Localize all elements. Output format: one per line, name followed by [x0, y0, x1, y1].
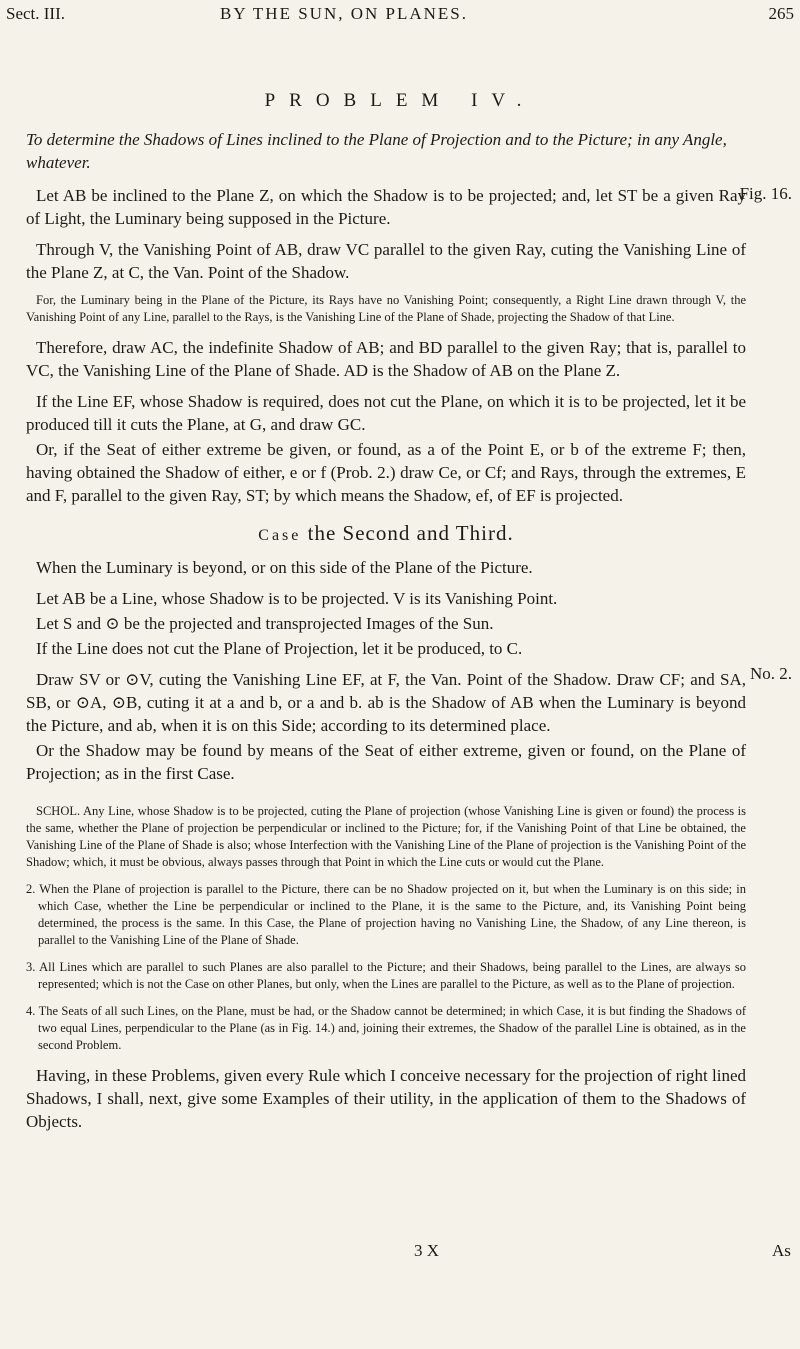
case-heading-rest: the Second and Third. [307, 521, 514, 545]
paragraph: Having, in these Problems, given every Rule which I conceive necessary for the projection of right lined Shadows, I shall, next, give some Examples of their utility, in the application of them to the Shadows of Objects. [26, 1066, 747, 1131]
paragraph: Draw SV or ⊙V, cuting the Vanishing Line EF, at F, the Van. Point of the Shadow. Draw CF; and SA, SB, or ⊙A, ⊙B, cuting it at a and b, or a and b. ab is the Shadow of AB when the Luminary is beyond the Picture, and ab, when it is on this Side; according to its determined place. [26, 670, 746, 735]
case-heading [26, 521, 746, 546]
page-body [26, 184, 746, 1141]
paragraph: If the Line EF, whose Shadow is required, does not cut the Plane, on which it is to be projected, let it be produced till it cuts the Plane, at G, and draw GC. [26, 392, 746, 434]
margin-note-fig: Fig. 16. [739, 184, 792, 203]
scholium-paragraph: 4. The Seats of all such Lines, on the Plane, must be had, or the Shadow cannot be determined; in which Case, it is but finding the Shadows of two equal Lines, perpendicular to the Plane (as in Fig. 14.) and, joining their extremes, the Shadow of the parallel Line is obtained, as in the second Problem. [26, 1004, 746, 1052]
paragraph: Let S and ⊙ be the projected and transprojected Images of the Sun. [36, 614, 494, 633]
proposition-text: To determine the Shadows of Lines inclined to the Plane of Projection and to the Picture; in any Angle, whatever. [26, 130, 727, 172]
paragraph: Or, if the Seat of either extreme be given, or found, as a of the Point E, or b of the extreme F; then, having obtained the Shadow of either, e or f (Prob. 2.) draw Ce, or Cf; and Rays, through the extremes, E and F, parallel to the given Ray, ST; by which means the Shadow, ef, of EF is projected. [26, 440, 746, 505]
paragraph: Let AB be inclined to the Plane Z, on which the Shadow is to be projected; and, let ST be a given Ray of Light, the Luminary being supposed in the Picture. [26, 186, 746, 228]
case-heading-smallcaps: Case [258, 527, 302, 544]
page-number: 265 [768, 4, 794, 23]
running-header [0, 4, 800, 28]
paragraph: Or the Shadow may be found by means of the Seat of either extreme, given or found, on the Plane of Projection; as in the first Case. [26, 741, 746, 783]
scholium-paragraph: SCHOL. Any Line, whose Shadow is to be projected, cuting the Plane of projection (whose Vanishing Line is given or found) the process is the same, whether the Plane of projection be perpendicular or inclined to the Picture; for, if the Vanishing Point of that Line be obtained, the Vanishing Line of the Plane of Shade is also; whose Interfection with the Vanishing Line of the Plane of projection is the Vanishing Point of the Shadow; which, it must be obvious, always passes through that Point in which the Line cuts or would cut the Plane. [26, 804, 746, 869]
section-label: Sect. III. [6, 4, 66, 23]
paragraph: When the Luminary is beyond, or on this side of the Plane of the Picture. [36, 558, 533, 577]
running-title: BY THE SUN, ON PLANES. [220, 4, 469, 23]
scholium-paragraph: 2. When the Plane of projection is parallel to the Picture, there can be no Shadow projected on it, but when the Luminary is on this side; in which Case, whether the Line be perpendicular or inclined to the Plane, it is the same to the Picture, and, its Vanishing Point being determined, the process is the same. In this Case, the Plane of projection having no Vanishing Line, the Shadow, of any Line thereon, is parallel to the Vanishing Line of the Plane of Shade. [26, 882, 746, 947]
signature-mark: 3 X [414, 1241, 440, 1260]
scholium-paragraph: 3. All Lines which are parallel to such Planes are also parallel to the Picture; and their Shadows, being parallel to the Lines, are always so represented; which is not the Case on other Planes, but only, when the Lines are parallel to the Picture, as well as to the Plane of projection. [26, 960, 746, 991]
catchword: As [772, 1241, 791, 1260]
paragraph: Let AB be a Line, whose Shadow is to be projected. V is its Vanishing Point. [36, 589, 558, 608]
margin-note-no: No. 2. [749, 664, 792, 683]
paragraph: Through V, the Vanishing Point of AB, draw VC parallel to the given Ray, cuting the Vanishing Line of the Plane Z, at C, the Van. Point of the Shadow. [26, 240, 746, 282]
paragraph: If the Line does not cut the Plane of Projection, let it be produced, to C. [36, 639, 523, 658]
problem-title: PROBLEM IV. [264, 90, 536, 111]
paragraph: Therefore, draw AC, the indefinite Shadow of AB; and BD parallel to the given Ray; that is, parallel to VC, the Vanishing Line of the Plane of Shade. AD is the Shadow of AB on the Plane Z. [26, 338, 746, 380]
small-paragraph: For, the Luminary being in the Plane of the Picture, its Rays have no Vanishing Point; consequently, a Right Line drawn through V, the Vanishing Point of any Line, parallel to the Rays, is the Vanishing Line of the Plane of Shade, projecting the Shadow of that Line. [26, 293, 746, 324]
